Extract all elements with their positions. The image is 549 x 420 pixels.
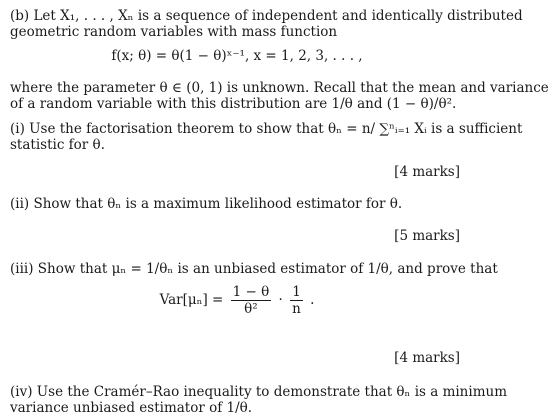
question-iii: (iii) Show that μₙ = 1/θₙ is an unbiased estimator of 1/θ, and prove that bbox=[10, 261, 498, 277]
fraction-2-denominator: n bbox=[292, 301, 301, 317]
intro-line-3: where the parameter θ ∈ (0, 1) is unknown. Recall that the mean and variance bbox=[10, 80, 549, 96]
multiply-dot: · bbox=[278, 292, 283, 308]
question-i-marks: [4 marks] bbox=[394, 164, 460, 180]
variance-formula bbox=[0, 284, 474, 317]
question-iv-line-1: (iv) Use the Cramér–Rao inequality to demonstrate that θₙ is a minimum bbox=[10, 384, 507, 400]
intro-line-4: of a random variable with this distribution are 1/θ and (1 − θ)/θ². bbox=[10, 96, 457, 112]
fraction-1-denominator: θ² bbox=[244, 301, 258, 317]
fraction-1-numerator: 1 − θ bbox=[232, 284, 270, 300]
variance-lhs: Var[μₙ] = bbox=[159, 292, 224, 308]
fraction-1 bbox=[231, 284, 272, 317]
question-iii-marks: [4 marks] bbox=[394, 350, 460, 366]
question-i-line-2: statistic for θ. bbox=[10, 137, 105, 153]
formula-period: . bbox=[310, 292, 315, 308]
intro-line-1: (b) Let X₁, . . . , Xₙ is a sequence of independent and identically distributed bbox=[10, 8, 523, 24]
pmf-formula: f(x; θ) = θ(1 − θ)ˣ⁻¹, x = 1, 2, 3, . . . , bbox=[111, 48, 363, 64]
question-ii-marks: [5 marks] bbox=[394, 228, 460, 244]
question-i-line-1: (i) Use the factorisation theorem to show that θₙ = n/ ∑ⁿᵢ₌₁ Xᵢ is a sufficient bbox=[10, 121, 523, 137]
intro-line-2: geometric random variables with mass function bbox=[10, 24, 338, 40]
question-ii: (ii) Show that θₙ is a maximum likelihood estimator for θ. bbox=[10, 196, 403, 212]
question-iv-line-2: variance unbiased estimator of 1/θ. bbox=[10, 400, 253, 416]
fraction-2-numerator: 1 bbox=[290, 284, 303, 301]
fraction-2 bbox=[290, 284, 303, 317]
